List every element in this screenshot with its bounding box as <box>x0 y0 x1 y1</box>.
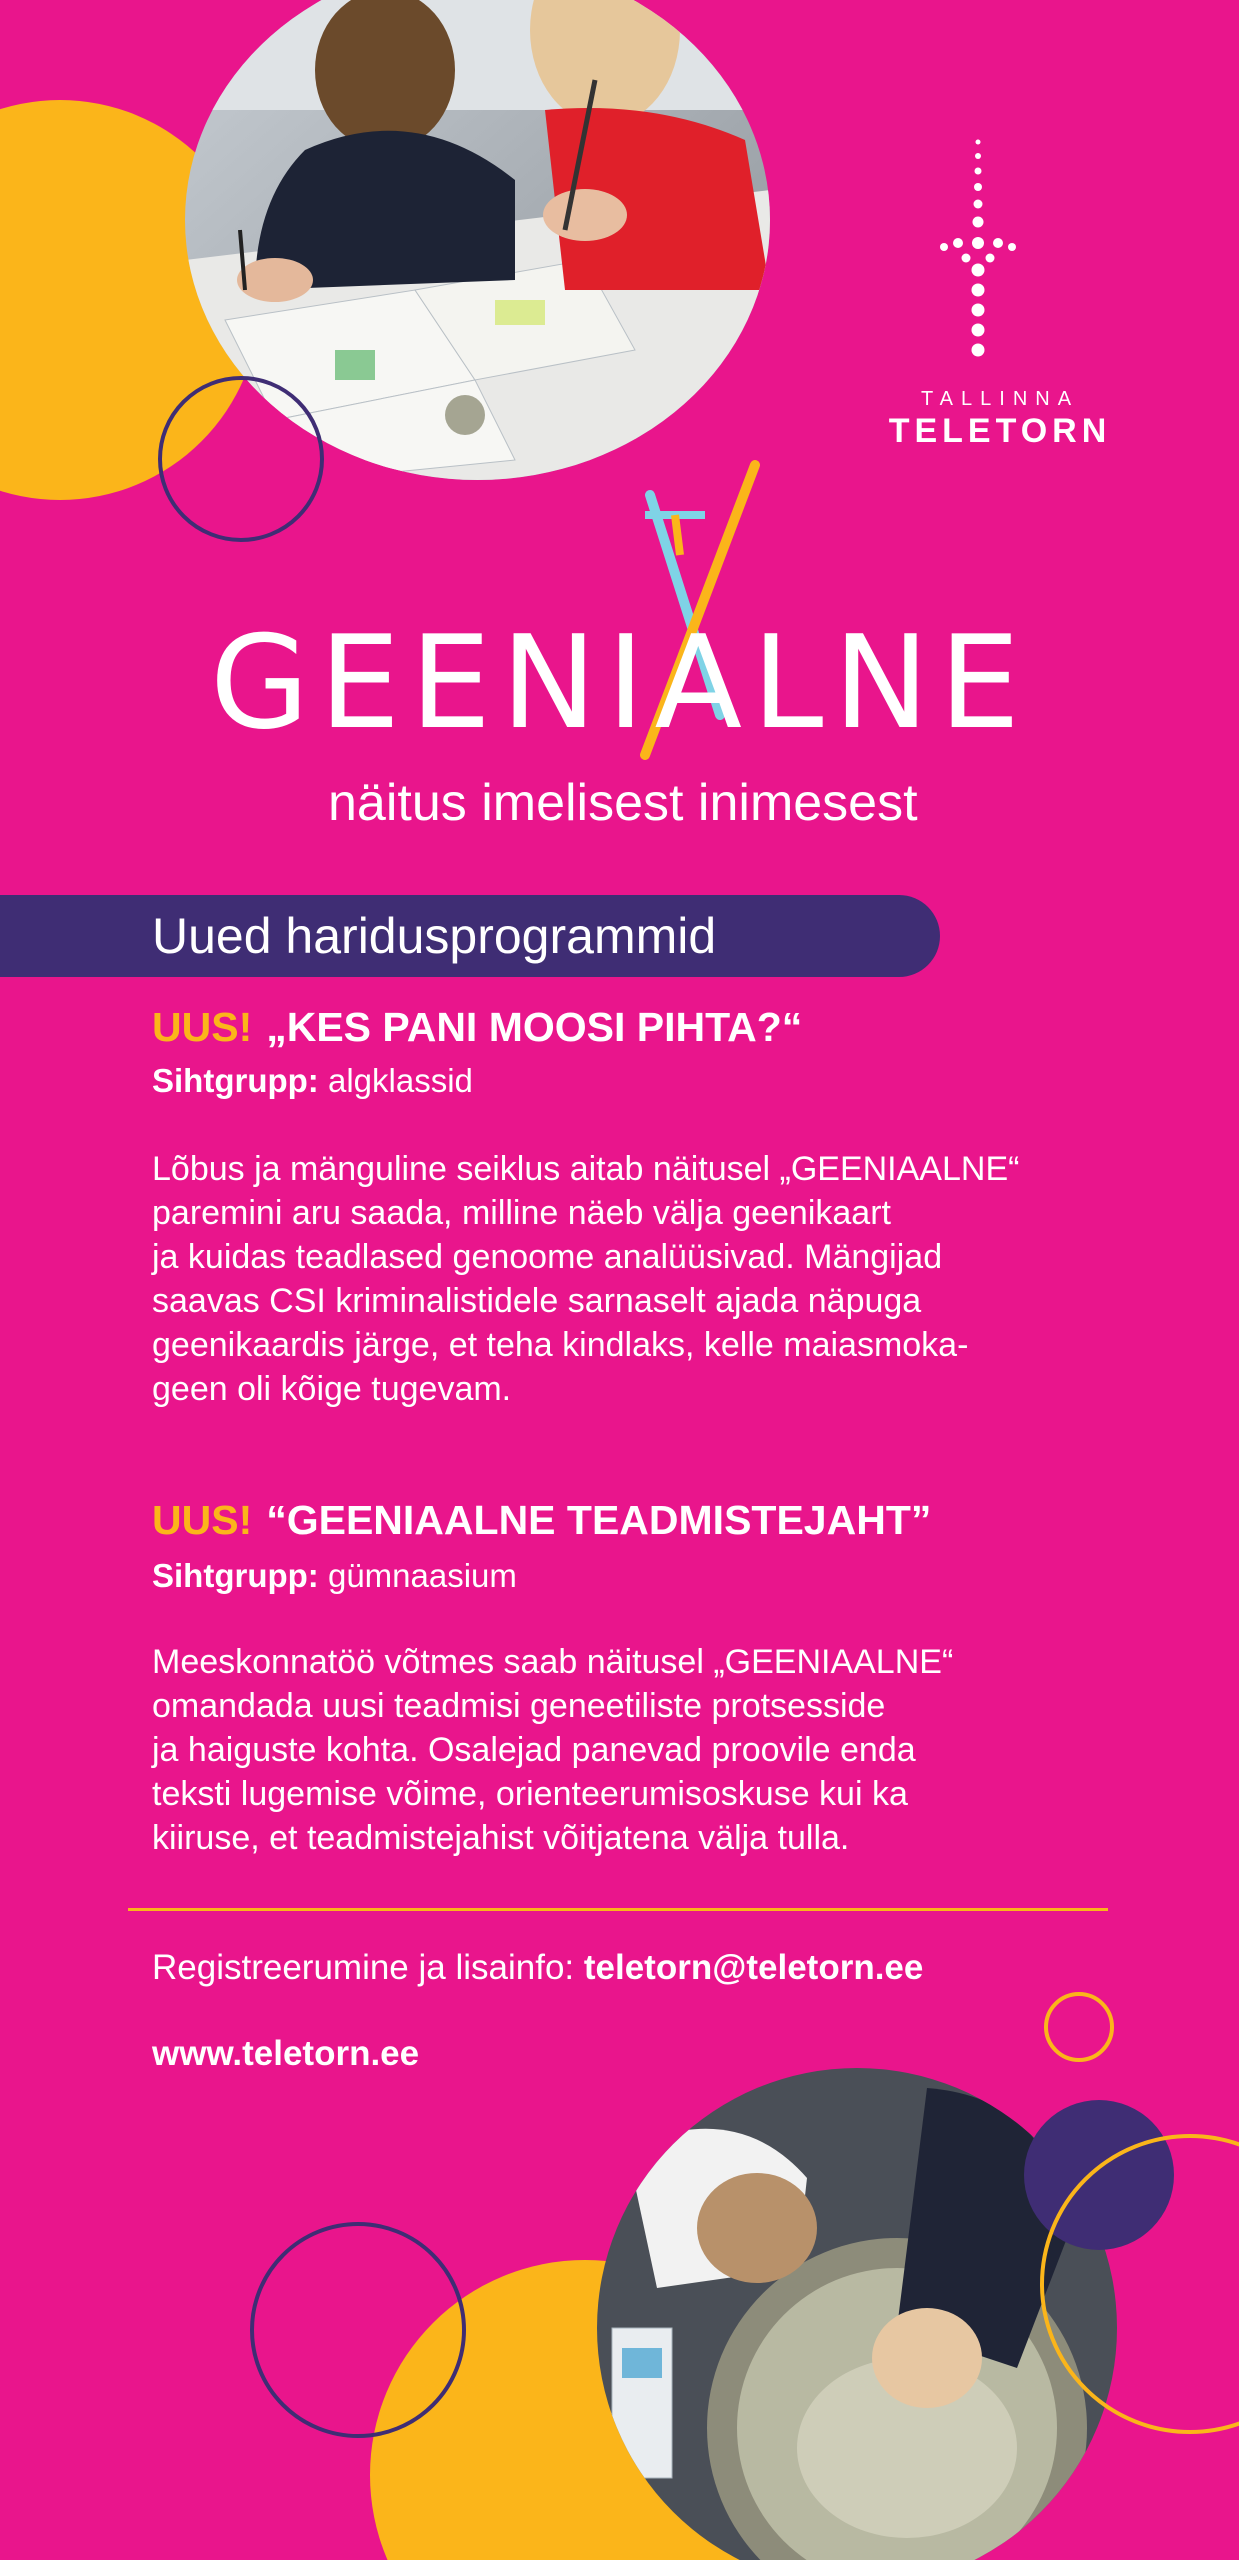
teletorn-logo <box>880 130 1120 460</box>
tower-dots-icon <box>880 130 1120 370</box>
program-2-line: omandada uusi teadmisi geneetiliste protsesside <box>152 1687 886 1725</box>
navy-ring-top-left <box>158 376 324 542</box>
program-2-description <box>152 1640 1152 1860</box>
logo-teletorn: TELETORN <box>888 412 1112 450</box>
registration-label: Registreerumine ja lisainfo: <box>152 1948 575 1987</box>
yellow-ring-small <box>1044 1992 1114 2062</box>
program-1-line: geen oli kõige tugevam. <box>152 1370 512 1408</box>
program-1-target-label: Sihtgrupp: <box>152 1062 319 1099</box>
program-1-badge: UUS! <box>152 1004 253 1050</box>
program-1-line: saavas CSI kriminalistidele sarnaselt ajada näpuga <box>152 1282 922 1320</box>
program-2-target <box>152 1557 517 1595</box>
program-1-line: paremini aru saada, milline näeb välja geenikaart <box>152 1194 891 1232</box>
program-2-line: ja haiguste kohta. Osalejad panevad proovile enda <box>152 1731 916 1769</box>
divider-line <box>128 1908 1108 1911</box>
program-1-line: ja kuidas teadlased genoome analüüsivad. Mängijad <box>152 1238 943 1276</box>
program-1-line: Lõbus ja mänguline seiklus aitab näitusel „GEENIAALNE“ <box>152 1150 1020 1188</box>
email-link[interactable]: teletorn@teletorn.ee <box>583 1948 924 1987</box>
program-2-target-label: Sihtgrupp: <box>152 1557 319 1594</box>
program-1-target <box>152 1062 473 1100</box>
logo-tallinna: TALLINNA <box>920 388 1080 410</box>
program-1-title <box>152 1004 802 1051</box>
banner-label: Uued haridusprogrammid <box>152 908 717 964</box>
program-1-target-value: algklassid <box>327 1062 473 1099</box>
program-1-line: geenikaardis järge, et teha kindlaks, kelle maiasmoka- <box>152 1326 969 1364</box>
navy-ring-bottom-left <box>250 2222 466 2438</box>
exhibition-subtitle: näitus imelisest inimesest <box>328 774 918 832</box>
exhibition-title: GEENIALNE <box>210 609 1030 758</box>
program-2-title <box>152 1497 931 1544</box>
program-2-line: Meeskonnatöö võtmes saab näitusel „GEENIAALNE“ <box>152 1643 954 1681</box>
program-2-badge: UUS! <box>152 1497 253 1543</box>
program-1-name: „KES PANI MOOSI PIHTA?“ <box>266 1004 803 1050</box>
section-banner <box>0 895 940 977</box>
website-link[interactable]: www.teletorn.ee <box>152 2034 420 2073</box>
program-2-line: kiiruse, et teadmistejahist võitjatena välja tulla. <box>152 1819 850 1857</box>
program-2-line: teksti lugemise võime, orienteerumisoskuse kui ka <box>152 1775 908 1813</box>
registration-info <box>152 1948 923 1988</box>
program-2-target-value: gümnaasium <box>327 1557 517 1594</box>
program-2-name: “GEENIAALNE TEADMISTEJAHT” <box>266 1497 932 1543</box>
program-1-description <box>152 1147 1152 1411</box>
